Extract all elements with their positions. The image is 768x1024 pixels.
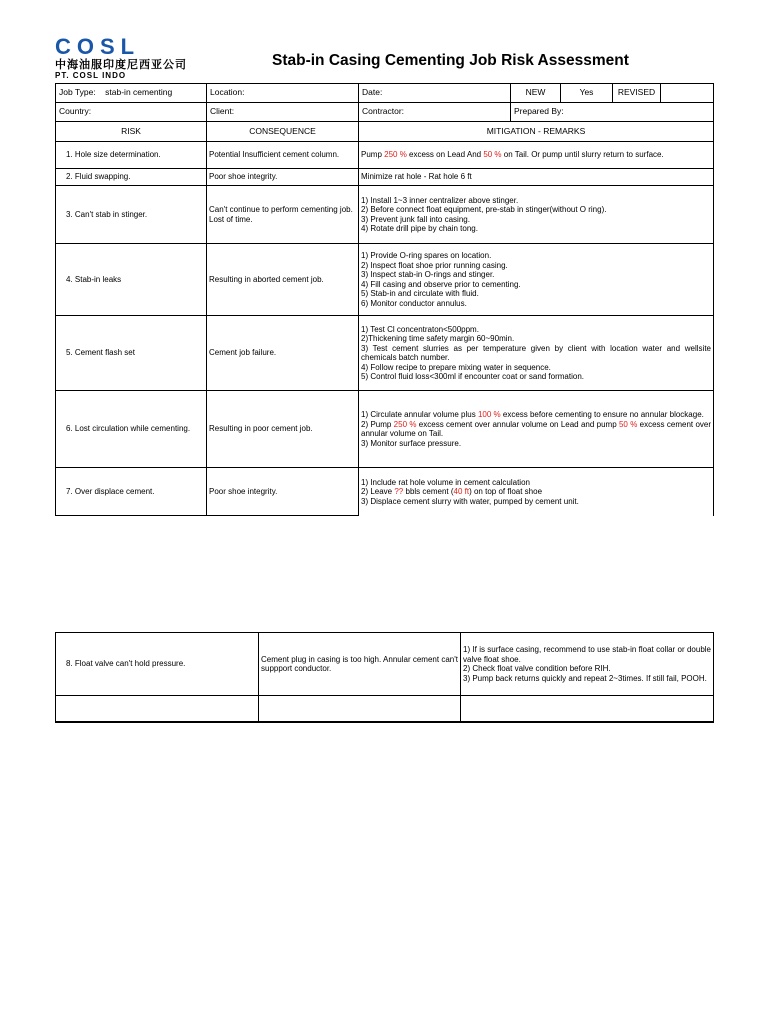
new-cell: NEW (511, 84, 561, 103)
consequence-cell: Resulting in poor cement job. (207, 391, 359, 468)
empty-cell (56, 696, 259, 722)
risk-assessment-table-continued (55, 632, 714, 723)
risk-cell: 5. Cement flash set (56, 316, 207, 391)
mitigation-cell: 1) Test Cl concentraton<500ppm. 2)Thickening time safety margin 60~90min. 3) Test cement slurries as per temperature given by client with location water and wellsite chemicals batch number. 4) Follow recipe to prepare mixing water in sequence. 5) Control fluid loss<300ml if encounter coat or sand formation. (359, 316, 714, 391)
mitigation-cell: 1) Provide O-ring spares on location. 2) Inspect float shoe prior running casing. 3) Inspect stab-in O-rings and stinger. 4) Fill casing and observe prior to cementing. 5) Stab-in and circulate with fluid. 6) Monitor conductor annulus. (359, 244, 714, 316)
risk-cell: 6. Lost circulation while cementing. (56, 391, 207, 468)
table-row (56, 633, 714, 696)
mitigation-cell: 1) If is surface casing, recommend to use stab-in float collar or double valve float shoe. 2) Check float valve condition before RIH. 3) Pump back returns quickly and repeat 2~3times. If still fail, POOH. (461, 633, 714, 696)
table-row-empty (56, 696, 714, 722)
table-row (56, 142, 714, 169)
consequence-cell: Poor shoe integrity. (207, 468, 359, 516)
mitigation-cell: Minimize rat hole - Rat hole 6 ft (359, 169, 714, 186)
company-logo (55, 36, 187, 80)
mitigation-cell: 1) Circulate annular volume plus 100 % excess before cementing to ensure no annular blockage. 2) Pump 250 % excess cement over annular volume on Lead and pump 50 % excess cement over annular volume on Tail. 3) Monitor surface pressure. (359, 391, 714, 468)
mitigation-column-header: MITIGATION - REMARKS (359, 122, 714, 142)
contractor-cell: Contractor: (359, 103, 511, 122)
header-row-2 (56, 103, 714, 122)
logo-chinese-name: 中海油服印度尼西亚公司 (55, 59, 187, 71)
risk-cell: 3. Can't stab in stinger. (56, 186, 207, 244)
table-row (56, 186, 714, 244)
empty-cell (259, 696, 461, 722)
yes-cell: Yes (561, 84, 613, 103)
logo-wordmark: COSL (55, 34, 141, 59)
table-row (56, 391, 714, 468)
risk-cell: 8. Float valve can't hold pressure. (56, 633, 259, 696)
mitigation-cell: 1) Install 1~3 inner centralizer above stinger. 2) Before connect float equipment, pre-stab in stinger(without O ring). 3) Prevent junk fall into casing. 4) Rotate drill pipe by chain tong. (359, 186, 714, 244)
risk-cell: 2. Fluid swapping. (56, 169, 207, 186)
consequence-cell: Resulting in aborted cement job. (207, 244, 359, 316)
revised-value-cell (661, 84, 714, 103)
consequence-cell: Potential Insufficient cement column. (207, 142, 359, 169)
date-cell: Date: (359, 84, 511, 103)
column-header-row (56, 122, 714, 142)
consequence-cell: Cement plug in casing is too high. Annular cement can't suppport conductor. (259, 633, 461, 696)
consequence-cell: Poor shoe integrity. (207, 169, 359, 186)
table-row (56, 244, 714, 316)
consequence-cell: Can't continue to perform cementing job. Lost of time. (207, 186, 359, 244)
risk-cell: 7. Over displace cement. (56, 468, 207, 516)
table-row (56, 316, 714, 391)
consequence-column-header: CONSEQUENCE (207, 122, 359, 142)
risk-cell: 4. Stab-in leaks (56, 244, 207, 316)
document-title: Stab-in Casing Cementing Job Risk Assessment (272, 52, 629, 69)
job-type-cell: Job Type: stab-in cementing (56, 84, 207, 103)
country-cell: Country: (56, 103, 207, 122)
logo-company-name: PT. COSL INDO (55, 71, 127, 80)
empty-cell (461, 696, 714, 722)
prepared-by-cell: Prepared By: (511, 103, 714, 122)
risk-cell: 1. Hole size determination. (56, 142, 207, 169)
revised-cell: REVISED (613, 84, 661, 103)
location-cell: Location: (207, 84, 359, 103)
table-row (56, 169, 714, 186)
mitigation-cell: 1) Include rat hole volume in cement calculation 2) Leave ?? bbls cement (40 ft) on top of float shoe 3) Displace cement slurry with water, pumped by cement unit. (359, 468, 714, 516)
table-row (56, 468, 714, 516)
consequence-cell: Cement job failure. (207, 316, 359, 391)
risk-assessment-table (55, 83, 714, 516)
risk-column-header: RISK (56, 122, 207, 142)
header-row-1 (56, 84, 714, 103)
mitigation-cell: Pump 250 % excess on Lead And 50 % on Tail. Or pump until slurry return to surface. (359, 142, 714, 169)
client-cell: Client: (207, 103, 359, 122)
